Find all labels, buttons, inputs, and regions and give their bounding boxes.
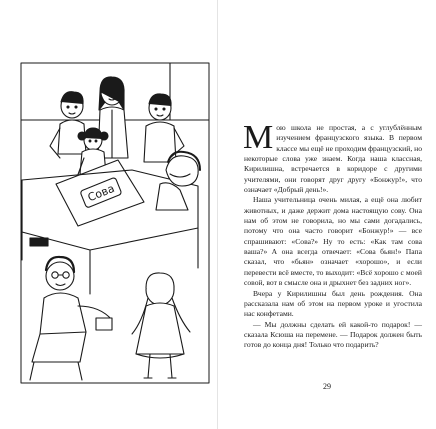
paragraph-1-text: ою школа не простая, а с углублённым изучением французского языка. В первом классе мы ещё не проходим французский, но некоторые слова уже знаем. Когда наша классная, Кирилишна, встречается в коридоре с другими учителями, они говорят друг другу «Бонжур!», что означает «Добрый день!».: [244, 123, 422, 195]
paragraph-3: Вчера у Кирилишны был день рождения. Она рассказала нам об этом на первом уроке и угостила нас конфетами.: [244, 288, 422, 319]
sign-text: Сова: [85, 181, 117, 205]
paragraph-4: — Мы должны сделать ей какой-то подарок! — сказала Ксюша на перемене. — Подарок должен быть готов до конца дня! Только что подарить?: [244, 319, 422, 350]
girl-with-braids: [132, 273, 190, 378]
paragraph-1: [243, 119, 422, 195]
paragraph-2: Наша учительница очень милая, а ещё она любит животных, и даже держит дома настоящую сову. Она нам об этом не говорила, но мы сами догадались, потому что она часто говорит «Бонжур!» — все спрашивают: «Сова?» Ну то есть: «Как там сова ваша?» А она всегда отвечает: «Сова бьян!» Папа сказал, что «бьян» означает «хорошо», и если перевести всё вместе, то выходит: «Всё хорошо с моей совой, вот в смысле она и дрыхнет без задних ног».: [244, 195, 422, 288]
right-page: [218, 0, 436, 429]
classroom-illustration: [20, 62, 210, 384]
page-number: 29: [323, 382, 331, 391]
story-text: [243, 119, 422, 351]
drop-cap: М: [243, 119, 274, 156]
boy-back-left: [50, 92, 86, 158]
teacher-seated: [30, 257, 112, 380]
girl-back-center: [98, 77, 128, 158]
